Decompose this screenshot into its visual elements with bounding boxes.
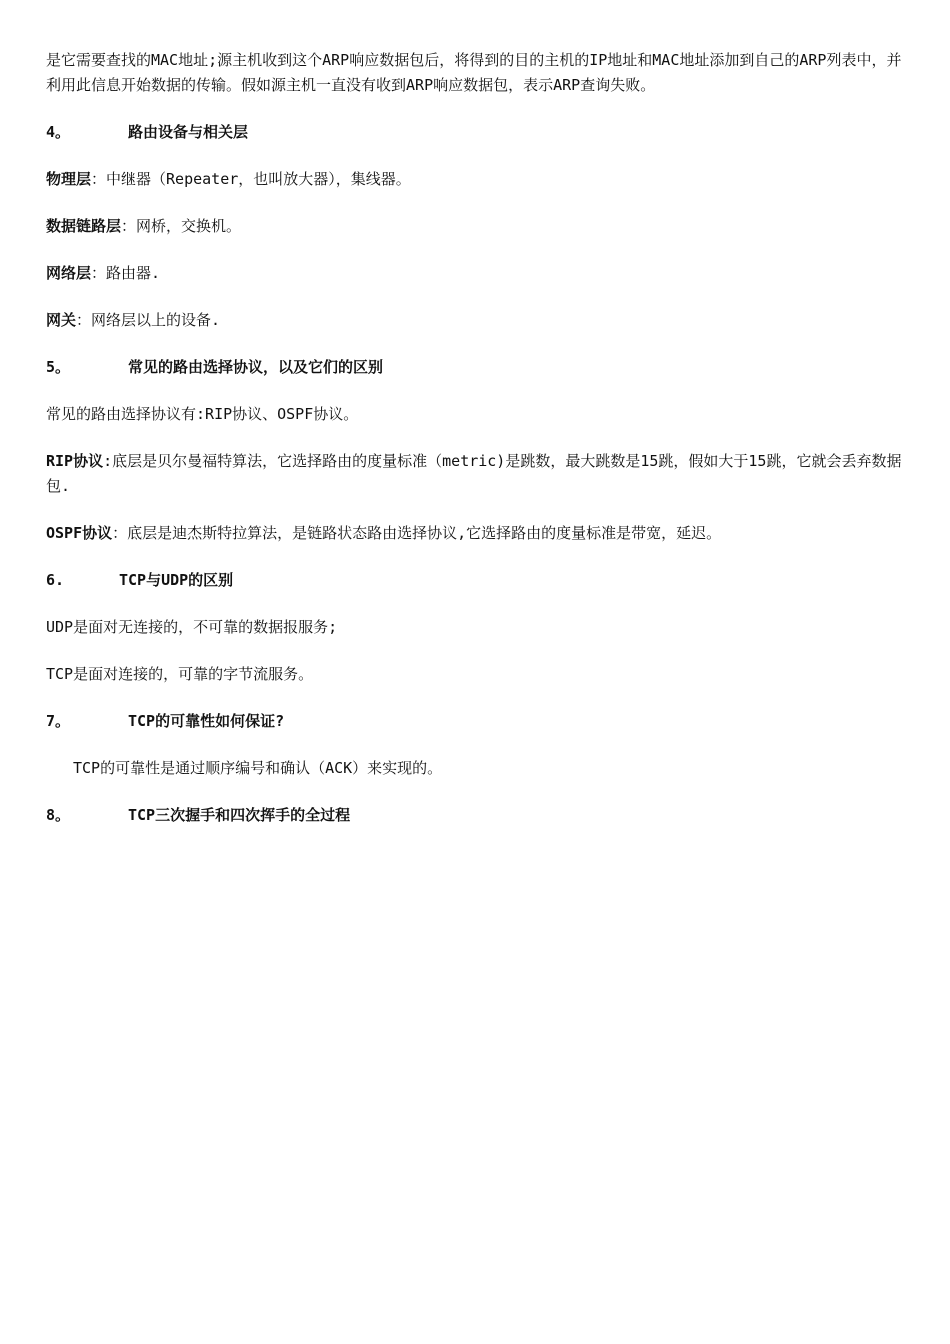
tcp-paragraph: TCP是面对连接的，可靠的字节流服务。 [46, 665, 314, 683]
section-title: TCP的可靠性如何保证? [128, 712, 285, 730]
section-5-heading [46, 355, 908, 380]
section-6-heading [46, 568, 908, 593]
rip-description: :底层是贝尔曼福特算法，它选择路由的度量标准（metric)是跳数，最大跳数是15跳，假如大于15跳，它就会丢弃数据包. [46, 452, 902, 495]
section-number: 8。 [46, 806, 71, 824]
layer-devices: 中继器（Repeater，也叫放大器），集线器。 [106, 170, 411, 188]
rip-term: RIP协议 [46, 452, 104, 470]
rip-paragraph [46, 449, 908, 499]
separator: ： [121, 217, 137, 235]
ospf-description: ：底层是迪杰斯特拉算法，是链路状态路由选择协议,它选择路由的度量标准是带宽，延迟。 [112, 524, 722, 542]
ospf-paragraph [46, 521, 908, 546]
layer-item-datalink [46, 214, 908, 239]
section-4-heading [46, 120, 908, 145]
section-7-heading [46, 709, 908, 734]
section-number: 4。 [46, 123, 71, 141]
section-number: 7。 [46, 712, 71, 730]
tcp-reliability-paragraph: TCP的可靠性是通过顺序编号和确认（ACK）来实现的。 [73, 759, 443, 777]
section-title: TCP与UDP的区别 [119, 571, 234, 589]
document-page [46, 48, 908, 828]
separator: ： [91, 170, 107, 188]
layer-devices: 路由器. [106, 264, 161, 282]
layer-item-gateway [46, 308, 908, 333]
ospf-term: OSPF协议 [46, 524, 113, 542]
routing-protocols-intro: 常见的路由选择协议有:RIP协议、OSPF协议。 [46, 405, 359, 423]
layer-term: 物理层 [46, 170, 92, 188]
section-number: 6. [46, 571, 65, 589]
layer-item-physical [46, 167, 908, 192]
layer-devices: 网桥，交换机。 [136, 217, 242, 235]
layer-item-network [46, 261, 908, 286]
section-title: 常见的路由选择协议，以及它们的区别 [128, 358, 384, 376]
section-8-heading [46, 803, 908, 828]
arp-paragraph: 是它需要查找的MAC地址;源主机收到这个ARP响应数据包后，将得到的目的主机的IP地址和MAC地址添加到自己的ARP列表中，并利用此信息开始数据的传输。假如源主机一直没有收到ARP响应数据包，表示ARP查询失败。 [46, 51, 902, 94]
section-title: 路由设备与相关层 [128, 123, 249, 141]
separator: ： [76, 311, 92, 329]
udp-paragraph: UDP是面对无连接的，不可靠的数据报服务; [46, 618, 338, 636]
layer-term: 网关 [46, 311, 77, 329]
layer-devices: 网络层以上的设备. [91, 311, 221, 329]
layer-term: 网络层 [46, 264, 92, 282]
separator: ： [91, 264, 107, 282]
layer-term: 数据链路层 [46, 217, 122, 235]
section-number: 5。 [46, 358, 71, 376]
section-title: TCP三次握手和四次挥手的全过程 [128, 806, 351, 824]
